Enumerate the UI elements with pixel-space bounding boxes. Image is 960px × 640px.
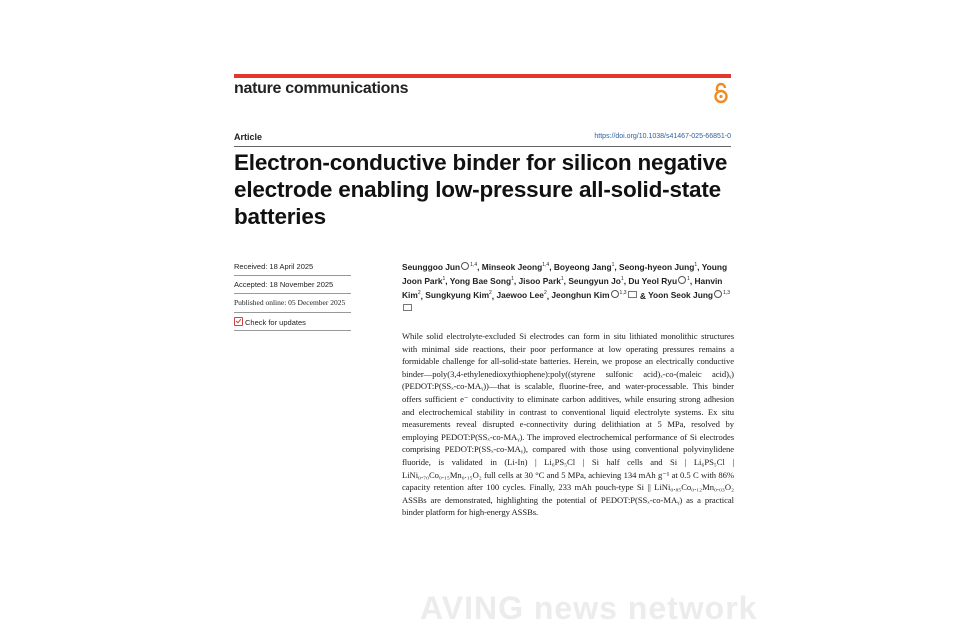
author-entry[interactable] [551, 290, 637, 300]
article-type-label: Article [234, 132, 263, 142]
author-name: Jeonghun Kim [551, 290, 610, 301]
author-affiliation: 1,3 [619, 290, 627, 297]
author-name: Yong Bae Song [449, 276, 512, 287]
author-name: Seungyun Jo [568, 276, 621, 287]
author-entry[interactable] [450, 276, 514, 286]
author-affiliation: 1 [442, 276, 446, 283]
author-affiliation: 1 [560, 276, 564, 283]
author-entry[interactable] [554, 262, 614, 272]
orcid-icon[interactable] [611, 290, 619, 298]
author-name: Du Yeol Ryu [628, 276, 678, 287]
author-name: Young Joon Park [402, 261, 728, 287]
watermark-logo: AVING news network [420, 590, 758, 626]
author-name: Yoon Seok Jung [648, 290, 714, 301]
divider [234, 275, 351, 276]
author-affiliation: 2 [489, 290, 492, 297]
author-name: Sungkyung Kim [425, 290, 490, 301]
author-entry[interactable] [425, 290, 492, 300]
orcid-icon[interactable] [461, 262, 469, 270]
author-affiliation: 2 [417, 290, 421, 297]
article-header-row [234, 132, 731, 147]
check-updates-link[interactable] [234, 317, 351, 327]
author-entry[interactable] [496, 290, 546, 300]
author-entry[interactable] [568, 276, 623, 286]
divider [234, 293, 351, 294]
open-access-icon [712, 82, 730, 104]
divider [234, 330, 351, 331]
author-affiliation: 1 [694, 262, 698, 268]
author-name: Seong-hyeon Jung [619, 261, 695, 272]
author-name: Jisoo Park [518, 276, 561, 287]
author-affiliation: 1,3 [723, 290, 731, 297]
author-name: Seunggoo Jun [402, 261, 461, 272]
divider [234, 312, 351, 313]
author-entry[interactable] [619, 262, 697, 272]
author-entry[interactable] [519, 276, 564, 286]
email-icon[interactable] [628, 291, 637, 298]
journal-accent-bar [234, 74, 731, 78]
orcid-icon[interactable] [678, 276, 686, 284]
author-affiliation: 1 [511, 276, 514, 283]
author-entry[interactable] [402, 262, 477, 272]
author-name: Jaewoo Lee [496, 290, 544, 301]
author-affiliation: 1 [687, 276, 690, 283]
abstract-text: While solid electrolyte-excluded Si electrodes can form in situ lithiated monolithic structures with minimal side reactions, their poor performance at low operating pressures remains a formidable challenge for all-solid-state batteries. Herein, we propose an electrically conductive binder—poly(3,4-ethylenedioxythiophene):poly((styrene sulfonic acid)ₓ-co-(maleic acid)ᵧ) (PEDOT:P(SSₓ-co-MAᵧ))—that is scalable, fluorine-free, and water-processable. This binder offers sufficient e⁻ conductivity to eliminate carbon additives, while ensuring strong adhesion and electrochemical stability in contrast to conventional liquid electrolyte systems. Ex situ measurements reveal disrupted e-connectivity during delithiation at 5 MPa, resolved by employing PEDOT:P(SSₓ-co-MAᵧ). The improved electrochemical performance of Si electrodes comprising PEDOT:P(SSₓ-co-MAᵧ), compared with those using conventional polyvinylidene fluoride, is validated in (Li-In) | Li₆PS₅Cl | Si half cells and Si | Li₆PS₅Cl | LiNi₀.₇₀Co₀.₁₅Mn₀.₁₅O₂ full cells at 30 °C and 5 MPa, achieving 134 mAh g⁻¹ at 0.5 C with 86% capacity retention after 100 cycles. Finally, 233 mAh pouch-type Si || LiNi₀.₈₅Co₀.₁₂Mn₀.₀₃O₂ ASSBs are demonstrated, highlighting the potential of PEDOT:P(SSₓ-co-MAᵧ) as a practical binder platform for high-energy ASSBs. [402, 331, 734, 518]
article-title: Electron-conductive binder for silicon negative electrode enabling low-pressure all-solid-state batteries [234, 150, 728, 229]
author-entry[interactable] [628, 276, 690, 286]
check-updates-icon [234, 317, 243, 326]
author-name: Boyeong Jang [553, 261, 612, 272]
author-affiliation: 1 [611, 262, 615, 268]
author-name: Hanvin Kim [402, 276, 723, 301]
author-affiliation: 1 [620, 276, 624, 283]
received-date: Received: 18 April 2025 [234, 262, 314, 271]
orcid-icon[interactable] [714, 290, 722, 298]
published-date: Published online: 05 December 2025 [234, 298, 346, 307]
accepted-date: Accepted: 18 November 2025 [234, 280, 334, 289]
doi-link[interactable]: https://doi.org/10.1038/s41467-025-66851-0 [594, 133, 731, 140]
check-updates-label: Check for updates [245, 318, 306, 327]
author-list: Seunggoo Jun $^{1,4}$, Minseok Jeong$^{1,4}$, Boyeong Jang$^1$, Seong-hyeon Jung$^1$, Young Joon Park$^1$, Yong Bae Song$^1$, Jisoo Park$^1$, Seungyun Jo$^1$, Du Yeol Ryu $^1$, Hanvin Kim$^2$, Sungkyung Kim$^2$, Jaewoo Lee$^2$, Jeonghun Kim $^{1,3}$ & Yoon Seok Jung $^{1,3}$ [402, 259, 732, 314]
journal-name: nature communications [234, 80, 409, 97]
author-entry[interactable] [482, 262, 549, 272]
author-affiliation: 2 [543, 290, 547, 297]
email-icon[interactable] [403, 304, 412, 311]
author-affiliation: 1,4 [542, 262, 550, 268]
author-affiliation: 1,4 [470, 262, 478, 268]
author-name: Minseok Jeong [481, 261, 543, 272]
